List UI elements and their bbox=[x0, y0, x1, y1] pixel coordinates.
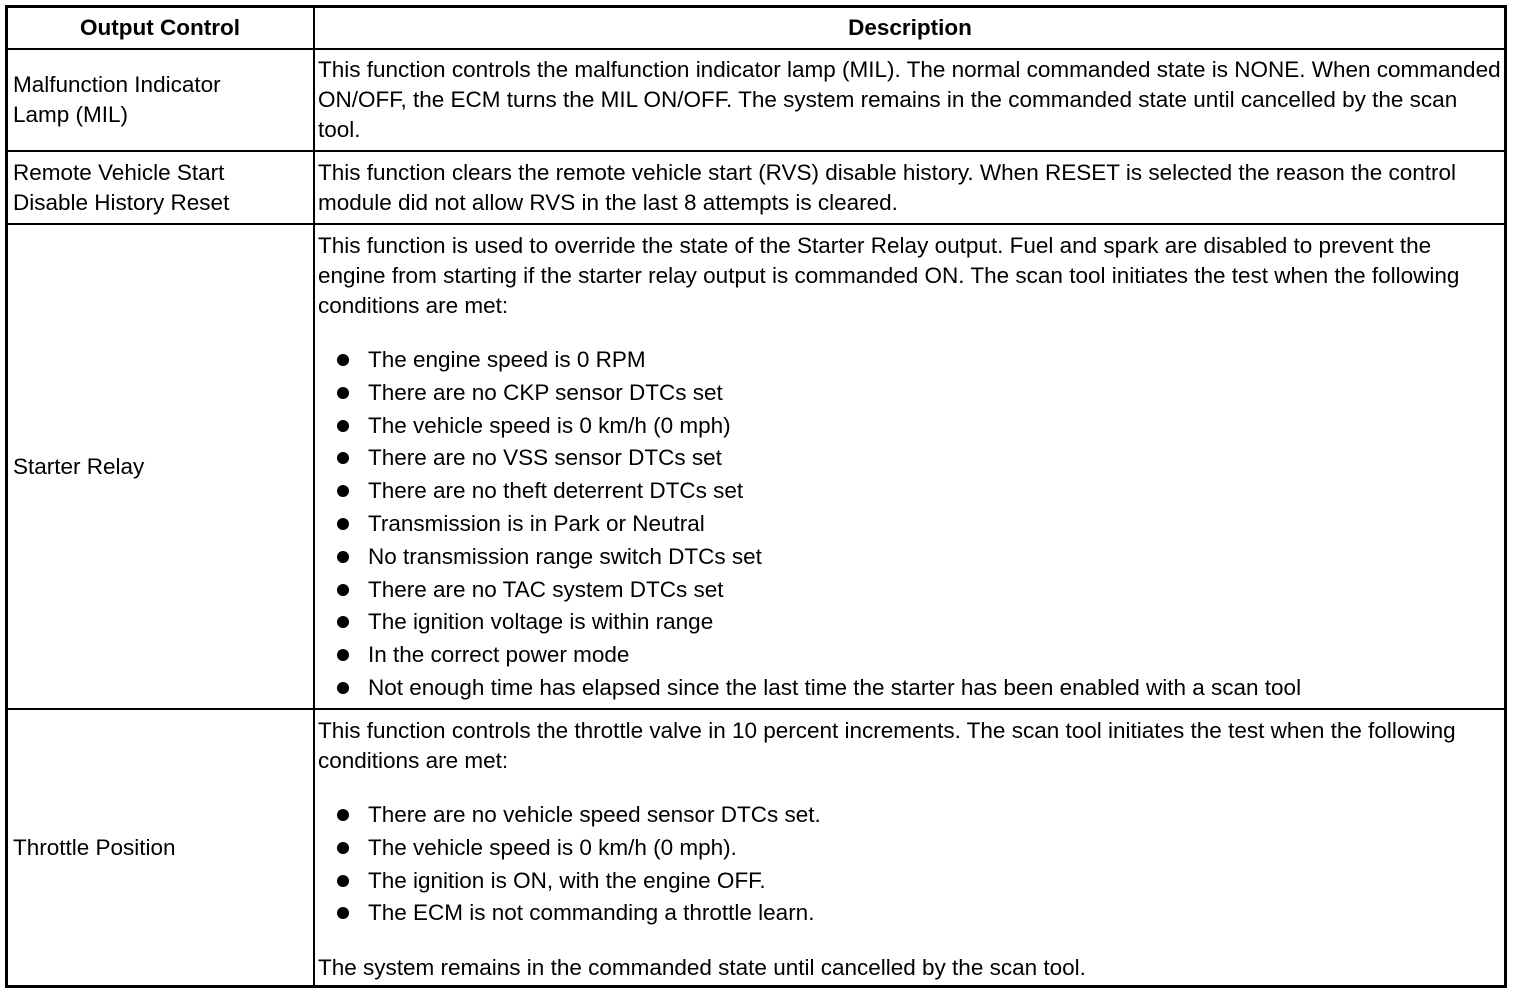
control-label: Remote Vehicle Start Disable History Reset bbox=[13, 159, 230, 215]
list-item: The ignition is ON, with the engine OFF. bbox=[318, 865, 1504, 898]
column-divider bbox=[313, 8, 315, 985]
control-label: Malfunction Indicator Lamp (MIL) bbox=[13, 72, 221, 127]
list-item: The ignition voltage is within range bbox=[318, 606, 1504, 639]
output-control-table bbox=[5, 5, 1507, 988]
row-control-starter-relay bbox=[10, 225, 310, 708]
row-description-rvs bbox=[318, 158, 1504, 218]
list-item: Not enough time has elapsed since the last time the starter has been enabled with a scan tool bbox=[318, 672, 1504, 705]
list-item: There are no TAC system DTCs set bbox=[318, 574, 1504, 607]
row-description-mil bbox=[318, 55, 1504, 145]
list-item: No transmission range switch DTCs set bbox=[318, 541, 1504, 574]
description-text: This function clears the remote vehicle start (RVS) disable history. When RESET is selected the reason the control module did not allow RVS in the last 8 attempts is cleared. bbox=[318, 160, 1457, 215]
list-item: The vehicle speed is 0 km/h (0 mph). bbox=[318, 832, 1504, 865]
description-text: This function is used to override the state of the Starter Relay output. Fuel and spark are disabled to prevent the engine from starting if the starter relay output is commanded ON. The scan tool initiates the test when the following conditions are met: bbox=[318, 233, 1460, 318]
description-text: This function controls the malfunction indicator lamp (MIL). The normal commanded state is NONE. When commanded ON/OFF, the ECM turns the MIL ON/OFF. The system remains in the commanded state until cancelled by the scan tool. bbox=[318, 57, 1501, 142]
list-item: The ECM is not commanding a throttle learn. bbox=[318, 897, 1504, 930]
conditions-list bbox=[318, 344, 1504, 705]
row-description-throttle-position bbox=[318, 716, 1504, 983]
list-item: The vehicle speed is 0 km/h (0 mph) bbox=[318, 410, 1504, 443]
row-control-mil bbox=[10, 50, 260, 150]
list-item: There are no VSS sensor DTCs set bbox=[318, 442, 1504, 475]
control-label: Throttle Position bbox=[13, 834, 176, 860]
row-control-rvs bbox=[10, 152, 270, 223]
list-item: In the correct power mode bbox=[318, 639, 1504, 672]
header-description: Description bbox=[848, 15, 972, 40]
list-item: There are no theft deterrent DTCs set bbox=[318, 475, 1504, 508]
conditions-list bbox=[318, 799, 1504, 930]
row-description-starter-relay bbox=[318, 231, 1504, 705]
list-item: Transmission is in Park or Neutral bbox=[318, 508, 1504, 541]
footer-text: The system remains in the commanded state until cancelled by the scan tool. bbox=[318, 955, 1086, 981]
control-label: Starter Relay bbox=[13, 453, 145, 479]
description-text: This function controls the throttle valve in 10 percent increments. The scan tool initiates the test when the following conditions are met: bbox=[318, 718, 1456, 773]
list-item: There are no CKP sensor DTCs set bbox=[318, 377, 1504, 410]
header-output-control: Output Control bbox=[80, 15, 240, 40]
list-item: The engine speed is 0 RPM bbox=[318, 344, 1504, 377]
row-control-throttle-position bbox=[10, 710, 310, 985]
list-item: There are no vehicle speed sensor DTCs set. bbox=[318, 799, 1504, 832]
